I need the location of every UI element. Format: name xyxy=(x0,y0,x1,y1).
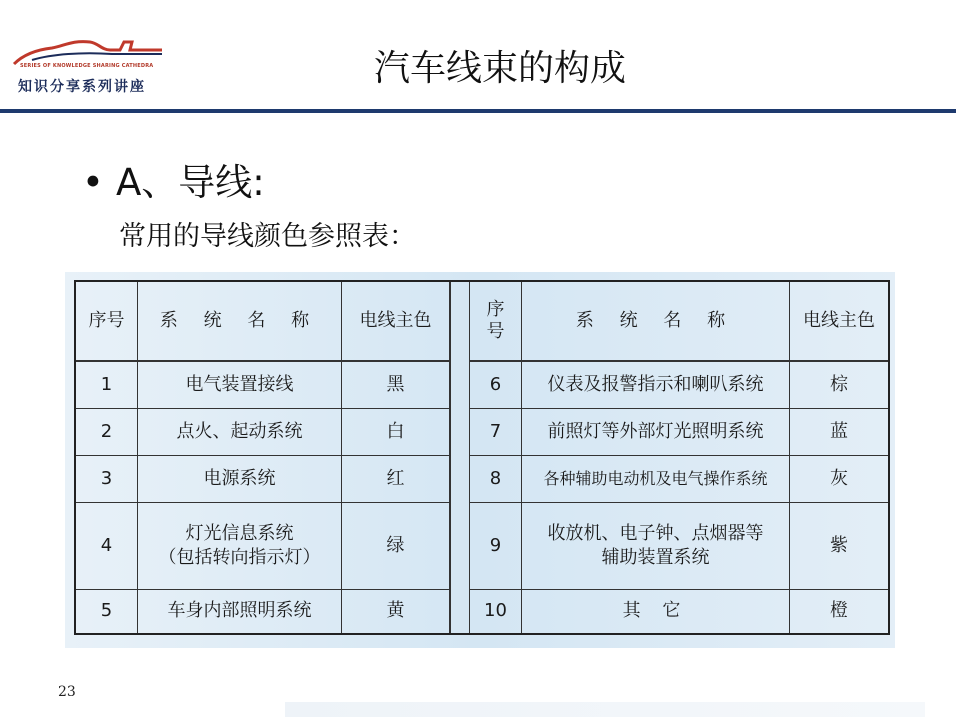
bullet-text: A、导线: xyxy=(116,161,265,204)
page-title: 汽车线束的构成 xyxy=(373,48,626,89)
row-4-right-color: 紫 xyxy=(790,503,888,590)
row-5-left-system: 车身内部照明系统 xyxy=(138,590,342,633)
row-3-left-system: 电源系统 xyxy=(138,456,342,503)
row-4-left-system: 灯光信息系统 （包括转向指示灯） xyxy=(138,503,342,590)
row-5-left-no: 5 xyxy=(76,590,138,633)
logo-chinese-text: 知识分享系列讲座 xyxy=(18,79,146,95)
table-caption: 常用的导线颜色参照表： xyxy=(119,221,416,252)
row-2-right-color: 蓝 xyxy=(790,409,888,456)
header-left-no: 序号 xyxy=(76,282,138,362)
page-number: 23 xyxy=(58,684,76,700)
bullet-dot-icon: • xyxy=(82,161,104,204)
row-1-left-color: 黑 xyxy=(342,362,450,409)
row-3-right-no: 8 xyxy=(470,456,522,503)
row-5-right-color: 橙 xyxy=(830,600,848,622)
row-5-right-no: 10 xyxy=(470,590,522,633)
row-1-right-color: 棕 xyxy=(790,362,888,409)
row-2-left-system: 点火、起动系统 xyxy=(138,409,342,456)
row-1-left-system: 电气装置接线 xyxy=(138,362,342,409)
row-1-right-no: 6 xyxy=(470,362,522,409)
row-1-left-no: 1 xyxy=(76,362,138,409)
header-divider xyxy=(0,109,956,113)
row-3-left-no: 3 xyxy=(76,456,138,503)
row-2-right-no: 7 xyxy=(470,409,522,456)
header-right-system: 系 统 名 称 xyxy=(522,282,790,362)
row-4-left-color: 绿 xyxy=(342,503,450,590)
row-1-right-system: 仪表及报警指示和喇叭系统 xyxy=(522,362,790,409)
table-column-gap xyxy=(450,282,470,633)
row-4-right-system: 收放机、电子钟、点烟器等 辅助装置系统 xyxy=(522,503,790,590)
footer-bar xyxy=(285,702,925,717)
header-left-color: 电线主色 xyxy=(342,282,450,362)
row-4-left-no: 4 xyxy=(76,503,138,590)
row-4-right-no: 9 xyxy=(470,503,522,590)
color-reference-table xyxy=(74,280,890,635)
bullet-heading xyxy=(82,152,265,206)
row-2-left-color: 白 xyxy=(342,409,450,456)
row-3-right-system: 各种辅助电动机及电气操作系统 xyxy=(522,456,790,503)
header-right-color: 电线主色 xyxy=(790,282,888,362)
header-right-no: 序 号 xyxy=(470,282,522,362)
row-2-right-system: 前照灯等外部灯光照明系统 xyxy=(522,409,790,456)
row-5-left-color: 黄 xyxy=(342,590,450,633)
color-reference-table-panel xyxy=(65,272,895,648)
row-2-left-no: 2 xyxy=(76,409,138,456)
header-left-system: 系 统 名 称 xyxy=(138,282,342,362)
logo-english-text: SERIES OF KNOWLEDGE SHARING CATHEDRA xyxy=(20,63,154,69)
row-3-right-color: 灰 xyxy=(790,456,888,503)
row-5-right-system: 其 它 xyxy=(522,590,790,633)
row-3-left-color: 红 xyxy=(342,456,450,503)
